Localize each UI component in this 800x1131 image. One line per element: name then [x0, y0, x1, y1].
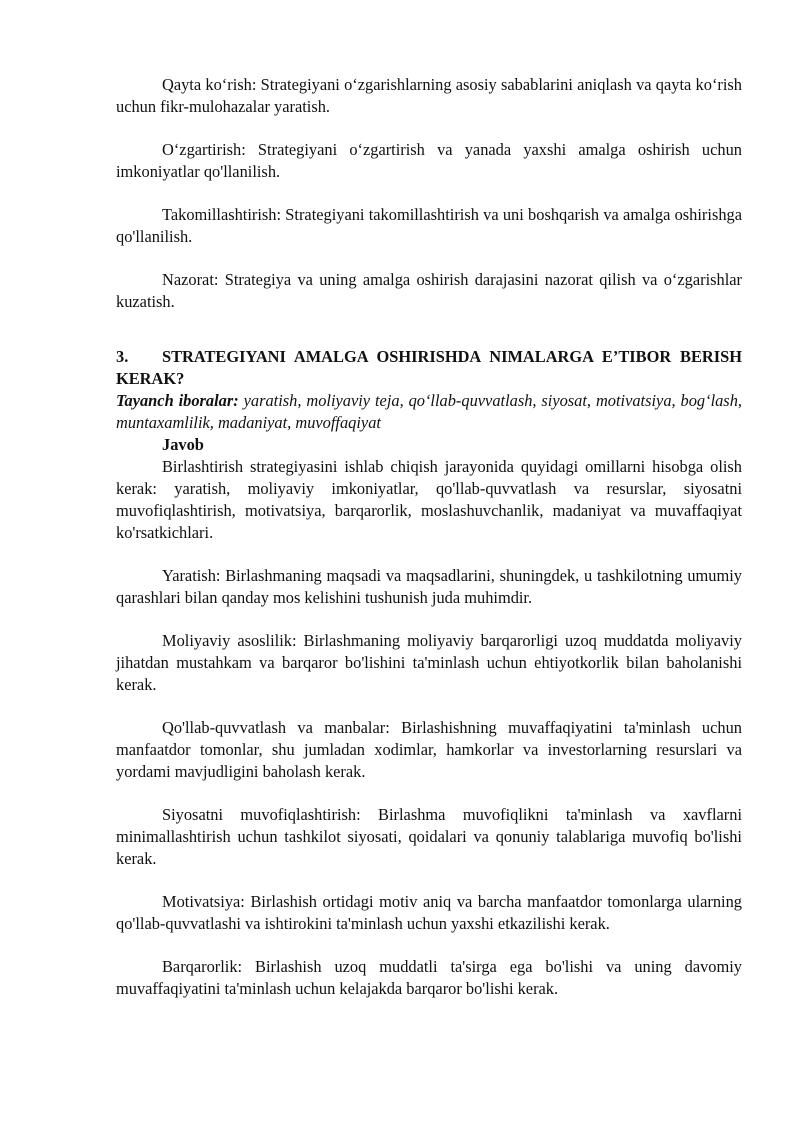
keywords-line: [116, 390, 742, 434]
paragraph-intro: Birlashtirish strategiyasini ishlab chiqish jarayonida quyidagi omillarni hisobga olish kerak: yaratish, moliyaviy imkoniyatlar, qo'llab-quvvatlash va resurslar, siyosatni muvofiqlashtirish, motivatsiya, barqarorlik, moslashuvchanlik, madaniyat va muvaffaqiyat ko'rsatkichlari.: [116, 457, 742, 542]
paragraph-ozgartirish: O‘zgartirish: Strategiyani o‘zgartirish va yanada yaxshi amalga oshirish uchun imkoniyatlar qo'llanilish.: [116, 140, 742, 181]
paragraph-barqarorlik: Barqarorlik: Birlashish uzoq muddatli ta'sirga ega bo'lishi va uning davomiy muvaffaqiyatini ta'minlash uchun kelajakda barqaror bo'lishi kerak.: [116, 957, 742, 998]
paragraph-takomillashtirish: Takomillashtirish: Strategiyani takomillashtirish va uni boshqarish va amalga oshirishga qo'llanilish.: [116, 205, 742, 246]
paragraph-moliyaviy-asoslilik: Moliyaviy asoslilik: Birlashmaning moliyaviy barqarorligi uzoq muddatda moliyaviy jihatdan mustahkam va barqaror bo'lishini ta'minlash uchun ehtiyotkorlik bilan baholanishi kerak.: [116, 631, 742, 694]
keywords-label: Tayanch iboralar:: [116, 391, 239, 410]
section-number: 3.: [116, 347, 129, 366]
keywords-text: yaratish, moliyaviy teja, qo‘llab-quvvatlash, siyosat, motivatsiya, bog‘lash, muntaxamlilik, madaniyat, muvoffaqiyat: [116, 391, 742, 432]
answer-label: Javob: [162, 435, 204, 454]
paragraph-qayta-korish: Qayta ko‘rish: Strategiyani o‘zgarishlarning asosiy sabablarini aniqlash va qayta ko‘rish uchun fikr-mulohazalar yaratish.: [116, 75, 742, 116]
paragraph-yaratish: Yaratish: Birlashmaning maqsadi va maqsadlarini, shuningdek, u tashkilotning umumiy qarashlari bilan qanday mos kelishini tushunish juda muhimdir.: [116, 566, 742, 607]
paragraph-motivatsiya: Motivatsiya: Birlashish ortidagi motiv aniq va barcha manfaatdor tomonlarga ularning qo'llab-quvvatlashi va ishtirokini ta'minlash uchun yaxshi etkazilishi kerak.: [116, 892, 742, 933]
section-heading: [116, 346, 742, 390]
paragraph-nazorat: Nazorat: Strategiya va uning amalga oshirish darajasini nazorat qilish va o‘zgarishlar kuzatish.: [116, 270, 742, 311]
paragraph-siyosatni-muvofiqlashtirish: Siyosatni muvofiqlashtirish: Birlashma muvofiqlikni ta'minlash va xavflarni minimallashtirish uchun tashkilot siyosati, qoidalari va qonuniy talablariga muvofiq bo'lishi kerak.: [116, 805, 742, 868]
paragraph-qollab-quvvatlash: Qo'llab-quvvatlash va manbalar: Birlashishning muvaffaqiyatini ta'minlash uchun manfaatdor tomonlar, shu jumladan xodimlar, hamkorlar va investorlarning resurslari va yordami mavjudligini baholash kerak.: [116, 718, 742, 781]
section-title: STRATEGIYANI AMALGA OSHIRISHDA NIMALARGA E’TIBOR BERISH KERAK?: [116, 347, 742, 388]
document-page: [116, 74, 742, 1021]
